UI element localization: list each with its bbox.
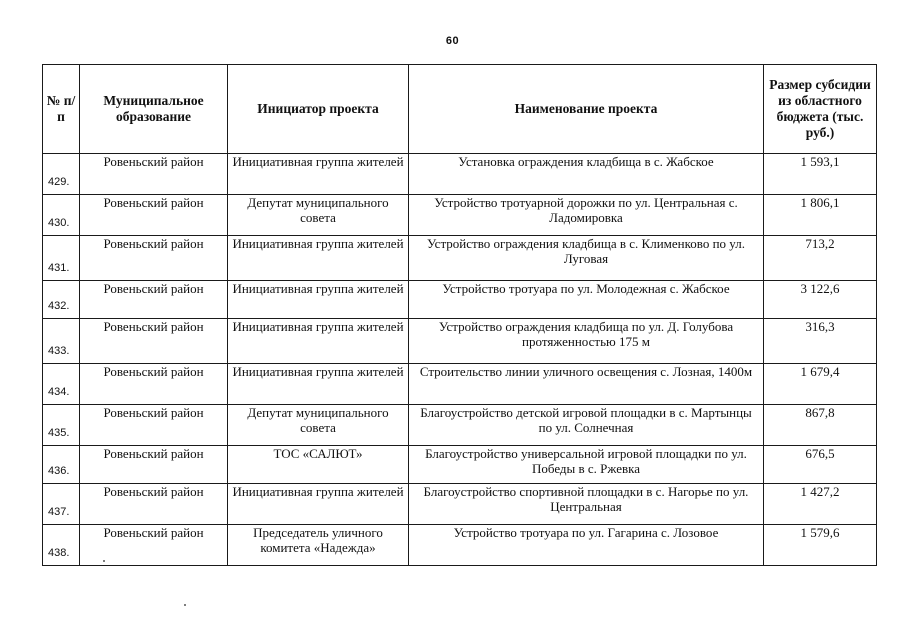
row-project-name: Благоустройство универсальной игровой площадки по ул. Победы в с. Ржевка [409,446,764,484]
row-municipality: Ровеньский район [80,154,228,195]
row-number: 437. [43,484,80,525]
page-number: 60 [445,35,460,47]
row-project-name: Устройство ограждения кладбища по ул. Д. Голубова протяженностью 175 м [409,319,764,364]
row-number: 430. [43,195,80,236]
table-body [43,154,877,566]
scan-speck [184,604,186,606]
row-project-name: Устройство тротуара по ул. Гагарина с. Лозовое [409,525,764,566]
header-initiator: Инициатор проекта [228,65,409,154]
table-header-row [43,65,877,154]
row-initiator: Инициативная группа жителей [228,484,409,525]
row-initiator: Председатель уличного комитета «Надежда» [228,525,409,566]
row-municipality: Ровеньский район [80,319,228,364]
row-municipality: Ровеньский район [80,446,228,484]
row-number: 436. [43,446,80,484]
row-municipality: Ровеньский район [80,236,228,281]
row-subsidy-amount: 713,2 [764,236,877,281]
table-row [43,319,877,364]
row-initiator: Инициативная группа жителей [228,281,409,319]
row-initiator: Инициативная группа жителей [228,154,409,195]
header-project: Наименование проекта [409,65,764,154]
row-project-name: Устройство тротуарной дорожки по ул. Центральная с. Ладомировка [409,195,764,236]
row-initiator: Депутат муниципального совета [228,405,409,446]
row-number: 431. [43,236,80,281]
row-subsidy-amount: 1 427,2 [764,484,877,525]
row-number: 432. [43,281,80,319]
row-number: 434. [43,364,80,405]
row-municipality: Ровеньский район [80,281,228,319]
row-initiator: ТОС «САЛЮТ» [228,446,409,484]
row-subsidy-amount: 3 122,6 [764,281,877,319]
table-row [43,446,877,484]
row-initiator: Инициативная группа жителей [228,319,409,364]
row-municipality: Ровеньский район [80,405,228,446]
row-municipality: Ровеньский район [80,525,228,566]
row-project-name: Устройство ограждения кладбища в с. Клименково по ул. Луговая [409,236,764,281]
table-row [43,484,877,525]
row-municipality: Ровеньский район [80,484,228,525]
table-row [43,405,877,446]
row-initiator: Инициативная группа жителей [228,236,409,281]
row-number: 435. [43,405,80,446]
row-subsidy-amount: 1 806,1 [764,195,877,236]
table-row [43,281,877,319]
row-initiator: Депутат муниципального совета [228,195,409,236]
row-initiator: Инициативная группа жителей [228,364,409,405]
row-project-name: Установка ограждения кладбища в с. Жабское [409,154,764,195]
scan-speck [103,560,105,562]
row-subsidy-amount: 867,8 [764,405,877,446]
subsidy-table [42,64,877,566]
row-project-name: Строительство линии уличного освещения с. Лозная, 1400м [409,364,764,405]
row-municipality: Ровеньский район [80,364,228,405]
table-row [43,364,877,405]
header-municipality: Муниципальное образование [80,65,228,154]
table-row [43,154,877,195]
row-number: 433. [43,319,80,364]
header-amount: Размер субсидии из областного бюджета (тыс. руб.) [764,65,877,154]
row-subsidy-amount: 676,5 [764,446,877,484]
table-row [43,525,877,566]
row-subsidy-amount: 1 579,6 [764,525,877,566]
row-project-name: Устройство тротуара по ул. Молодежная с. Жабское [409,281,764,319]
header-num: № п/п [43,65,80,154]
row-subsidy-amount: 1 593,1 [764,154,877,195]
row-project-name: Благоустройство спортивной площадки в с. Нагорье по ул. Центральная [409,484,764,525]
row-number: 429. [43,154,80,195]
row-municipality: Ровеньский район [80,195,228,236]
table-row [43,236,877,281]
row-subsidy-amount: 1 679,4 [764,364,877,405]
row-number: 438. [43,525,80,566]
row-subsidy-amount: 316,3 [764,319,877,364]
table-row [43,195,877,236]
row-project-name: Благоустройство детской игровой площадки в с. Мартынцы по ул. Солнечная [409,405,764,446]
